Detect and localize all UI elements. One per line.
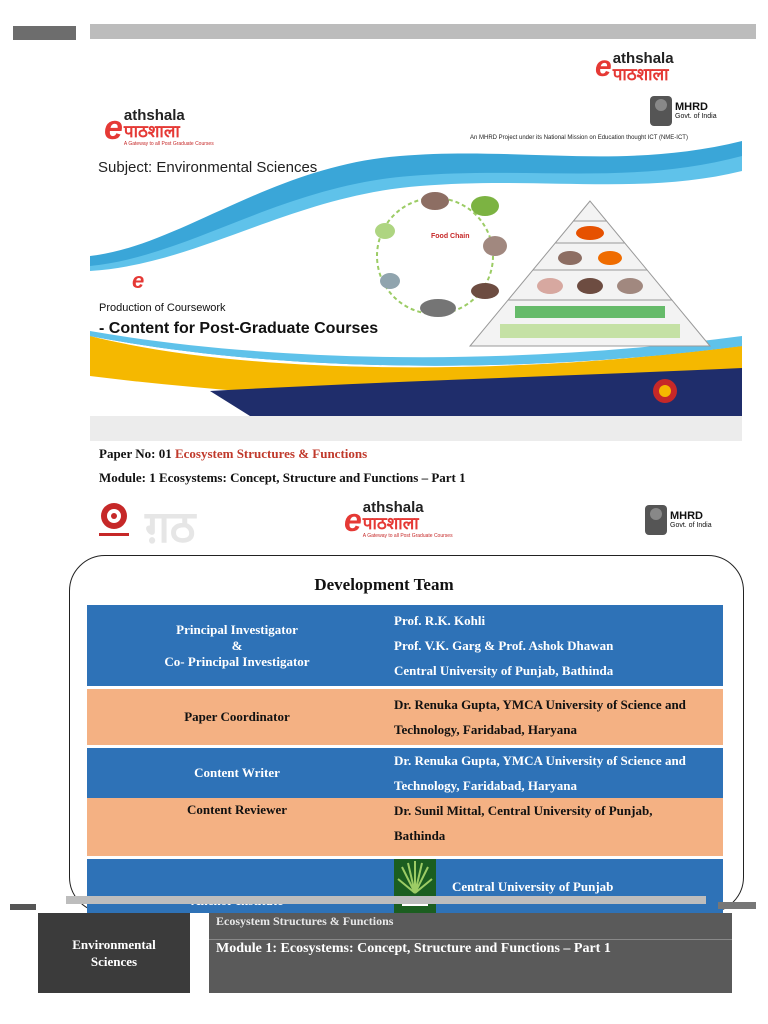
footer-divider — [209, 939, 732, 940]
footer-module — [209, 913, 732, 993]
govt-label: Govt. of India — [670, 522, 712, 529]
member-cell — [387, 748, 723, 798]
epathshala-banner — [90, 46, 742, 441]
logo-hindi: पाठशाला — [362, 514, 419, 533]
role-label: Content Writer — [194, 765, 280, 780]
epathshala-logo — [595, 51, 674, 83]
role-label: Principal Investigator — [176, 621, 298, 637]
university-emblem-icon — [95, 500, 133, 542]
subject-title: Subject: Environmental Sciences — [98, 159, 318, 176]
production-label: Production of Coursework — [99, 302, 226, 314]
team-row-anchor — [87, 859, 723, 913]
banner-background — [90, 46, 742, 441]
role-cell — [87, 859, 387, 913]
footer-bar-left — [10, 904, 36, 910]
role-label: Paper Coordinator — [184, 709, 290, 724]
logo-hindi: पाठशाला — [612, 65, 669, 84]
header-bar-left — [13, 26, 76, 40]
member-name: Technology, Faridabad, Haryana — [394, 722, 577, 737]
team-row-coordinator — [87, 689, 723, 745]
content-label: - Content for Post-Graduate Courses — [99, 320, 379, 337]
national-emblem-icon — [650, 96, 672, 126]
footer-subject-line: Sciences — [90, 954, 138, 969]
epathshala-e-mark: e — [104, 108, 123, 147]
nme-ict-line: An MHRD Project under its National Mission on Education thought ICT (NME-ICT) — [470, 135, 688, 141]
module-line: Module: 1 Ecosystems: Concept, Structure and Functions – Part 1 — [99, 470, 466, 485]
member-name: Dr. Renuka Gupta, YMCA University of Science and — [394, 697, 686, 712]
logo-tagline: A Gateway to all Post Graduate Courses — [362, 533, 453, 539]
epathshala-e-mark: e — [344, 501, 362, 538]
footer-bar — [66, 896, 706, 904]
team-row-investigators — [87, 605, 723, 686]
paper-prefix: Paper No: 01 — [99, 446, 175, 461]
mhrd-label: MHRD — [670, 510, 703, 522]
team-row-writer — [87, 748, 723, 798]
role-cell — [87, 798, 387, 856]
member-name: Dr. Renuka Gupta, YMCA University of Science and — [394, 753, 686, 768]
role-label: & — [231, 637, 243, 653]
watermark-text — [140, 500, 340, 550]
member-name: Central University of Punjab — [452, 878, 614, 894]
member-name: Central University of Punjab, Bathinda — [394, 663, 614, 678]
member-name: Prof. R.K. Kohli — [394, 613, 486, 628]
paper-line — [99, 446, 367, 462]
footer-module-title: Module 1: Ecosystems: Concept, Structure and Functions – Part 1 — [216, 941, 611, 956]
epathshala-e-icon: e — [132, 268, 145, 293]
footer-bar-right — [718, 902, 756, 909]
member-name: Dr. Sunil Mittal, Central University of Punjab, — [394, 803, 653, 818]
team-row-reviewer — [87, 798, 723, 856]
paper-title: Ecosystem Structures & Functions — [174, 446, 368, 461]
header-bar — [90, 24, 756, 39]
footer-subject — [38, 913, 190, 993]
member-cell — [387, 605, 723, 686]
role-label: Co- Principal Investigator — [164, 653, 310, 669]
member-name: Technology, Faridabad, Haryana — [394, 778, 577, 793]
national-emblem-icon — [645, 505, 667, 535]
development-team-table — [87, 605, 723, 913]
role-cell — [87, 605, 387, 686]
member-name: Bathinda — [394, 828, 446, 843]
epathshala-logo-row — [344, 500, 453, 539]
member-cell — [387, 859, 723, 913]
mhrd-logo — [650, 96, 717, 126]
govt-label: Govt. of India — [675, 113, 717, 120]
central-university-punjab-logo-icon — [394, 859, 436, 913]
mhrd-logo-row — [645, 505, 712, 535]
food-chain-label: Food Chain — [431, 233, 470, 240]
member-name: Prof. V.K. Garg & Prof. Ashok Dhawan — [394, 638, 614, 653]
role-label: Content Reviewer — [187, 802, 287, 817]
logo-word: athshala — [362, 499, 424, 516]
role-cell — [87, 748, 387, 798]
member-cell — [387, 798, 723, 856]
mhrd-label: MHRD — [675, 101, 708, 113]
logo-word: athshala — [123, 107, 185, 124]
role-cell — [87, 689, 387, 745]
logo-tagline: A Gateway to all Post Graduate Courses — [123, 141, 214, 147]
epathshala-logo-main — [104, 108, 214, 147]
development-team-title: Development Team — [314, 575, 454, 594]
logo-hindi: पाठशाला — [123, 122, 180, 141]
logo-word: athshala — [612, 50, 674, 67]
footer-paper-title: Ecosystem Structures & Functions — [216, 914, 394, 928]
footer-subject-line: Environmental — [72, 937, 156, 952]
member-cell — [387, 689, 723, 745]
epathshala-e-mark: e — [595, 50, 612, 83]
svg-text:ग़ठ: ग़ठ — [145, 502, 196, 550]
